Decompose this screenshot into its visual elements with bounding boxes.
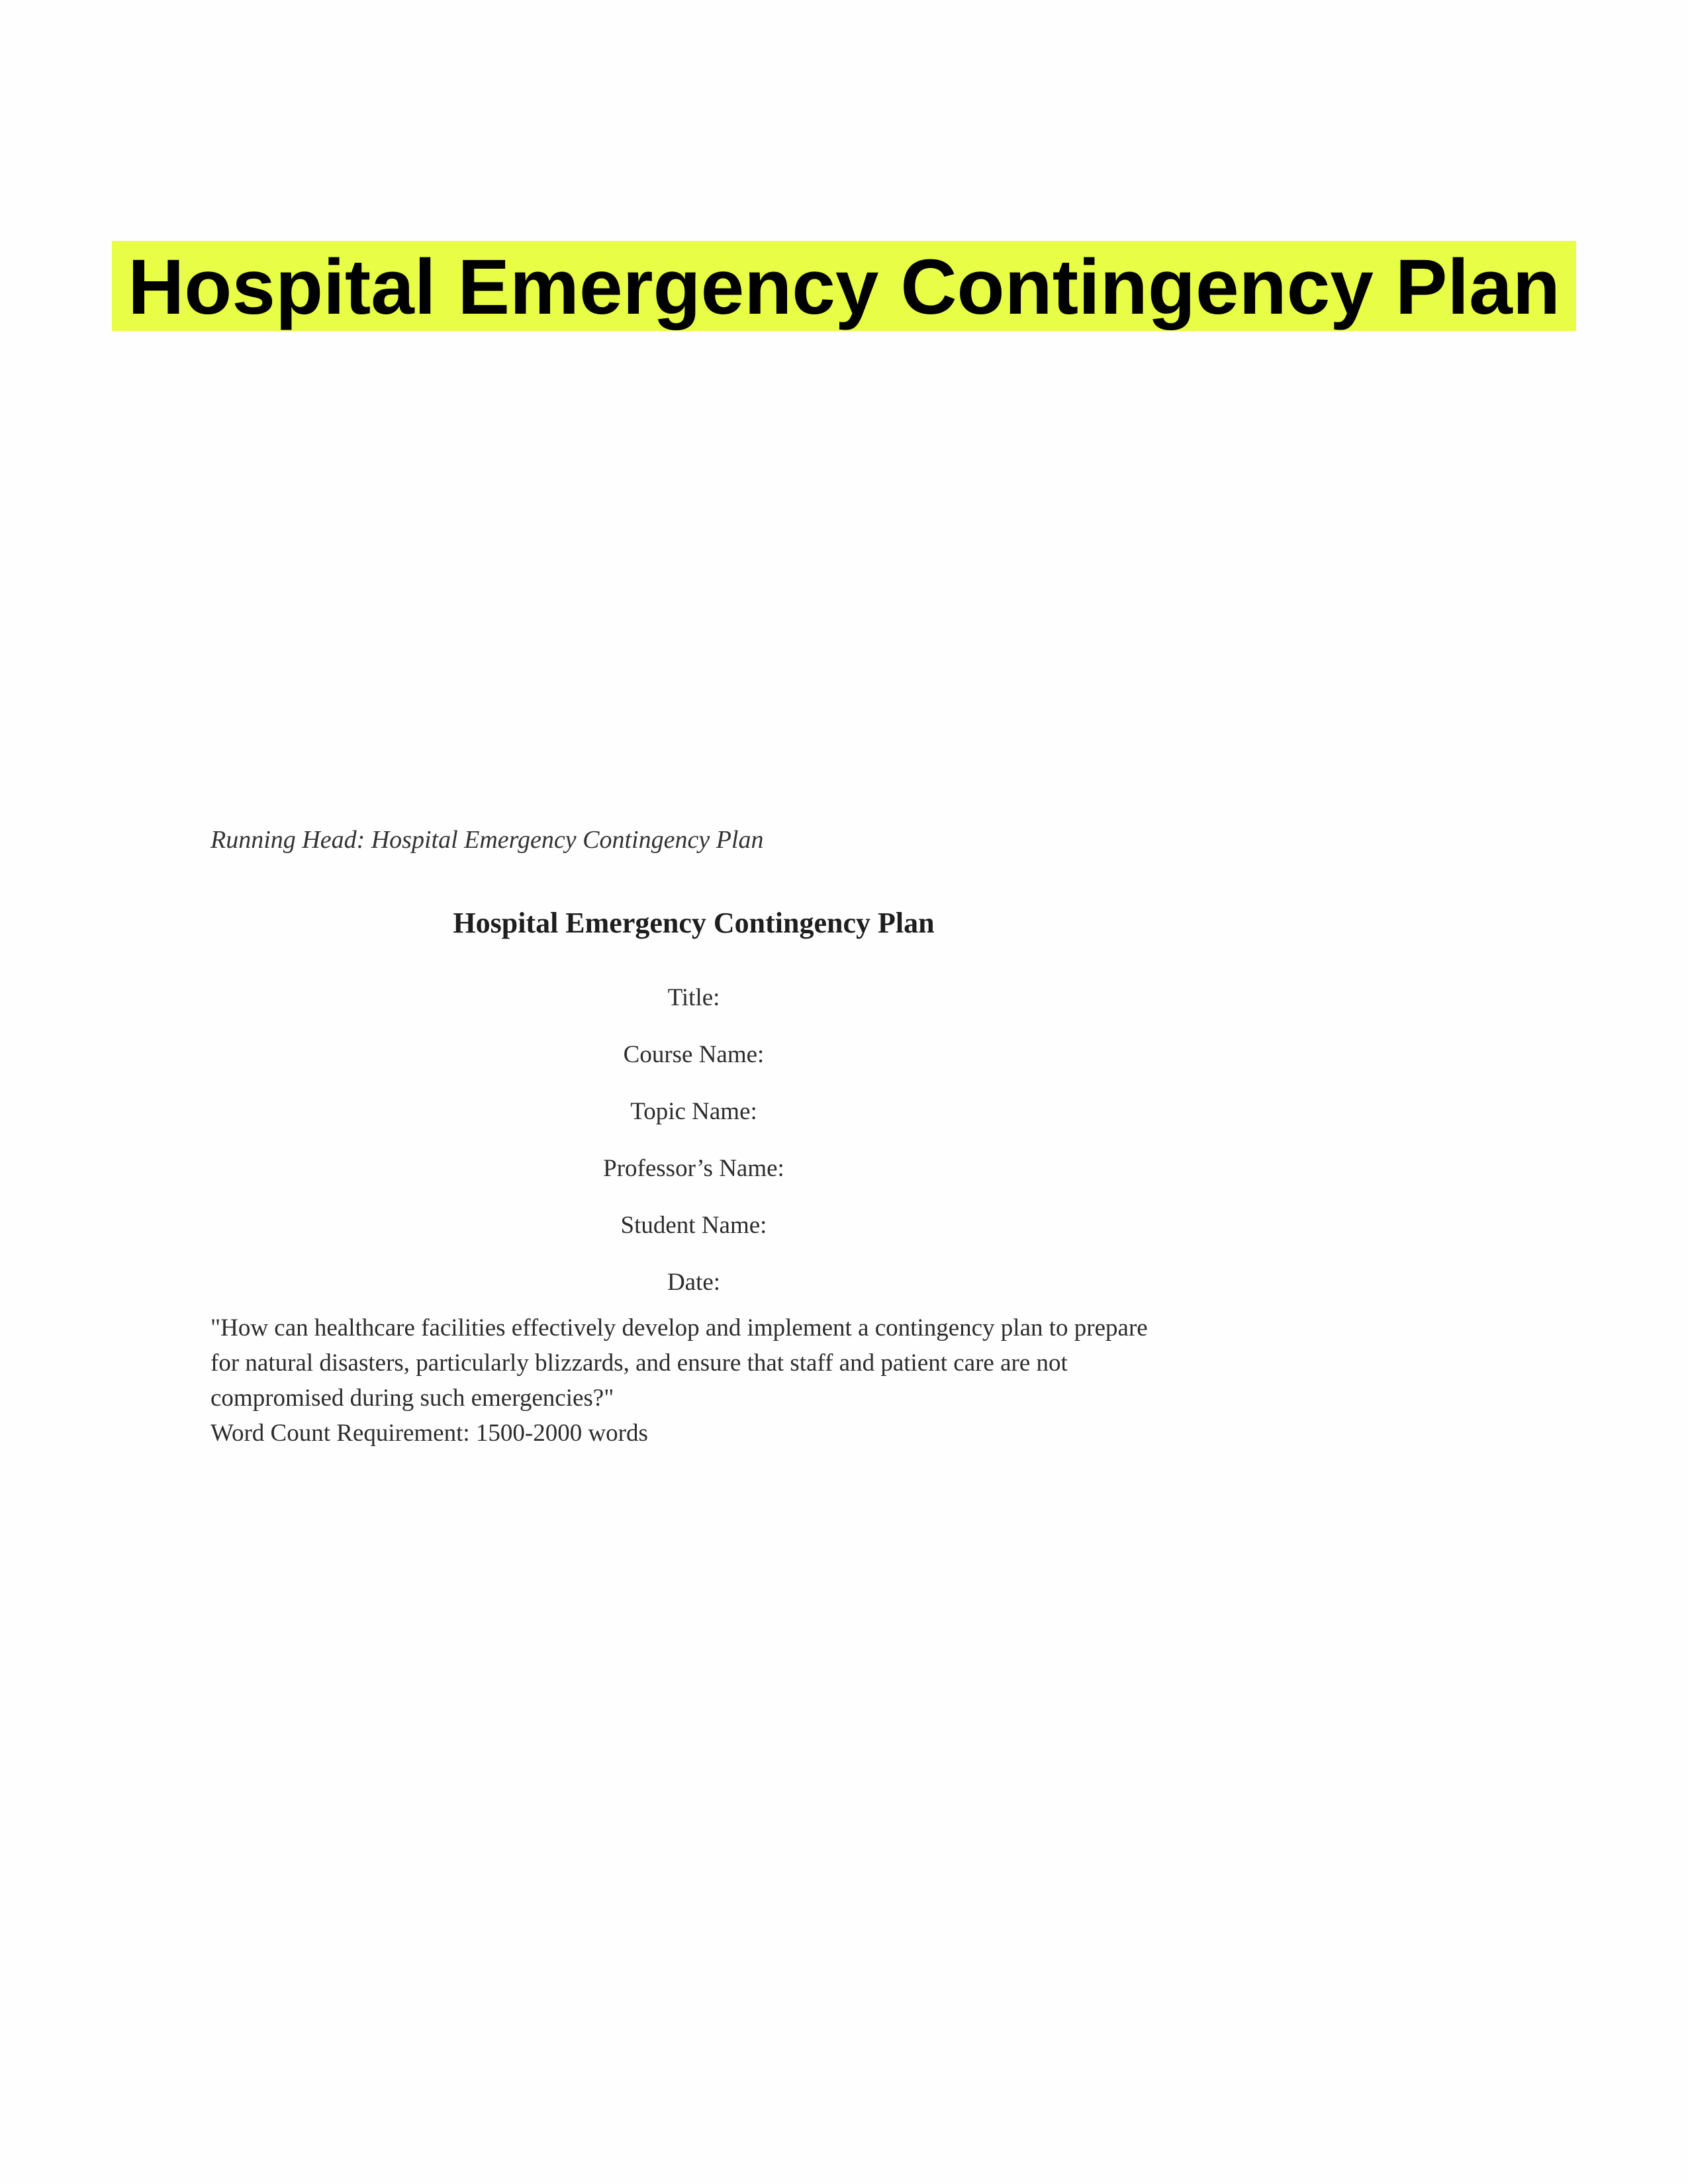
- running-head: Running Head: Hospital Emergency Contingency Plan: [211, 826, 764, 854]
- research-question-line: "How can healthcare facilities effectively develop and implement a contingency plan to prepare: [211, 1314, 1148, 1342]
- research-question: [211, 1310, 1243, 1451]
- field-professor-name: Professor’s Name:: [603, 1155, 784, 1182]
- field-course-name: Course Name:: [623, 1041, 765, 1068]
- field-date: Date:: [667, 1269, 721, 1296]
- cover-title: [99, 238, 1589, 336]
- word-count-requirement: Word Count Requirement: 1500-2000 words: [211, 1420, 648, 1447]
- title-page-fields: [211, 970, 1177, 1311]
- document-preview-image: [211, 824, 1303, 1473]
- research-question-line: for natural disasters, particularly blizzards, and ensure that staff and patient care are not: [211, 1349, 1068, 1377]
- research-question-line: compromised during such emergencies?": [211, 1385, 614, 1412]
- cover-title-highlight: Hospital Emergency Contingency Plan: [112, 241, 1576, 331]
- field-topic-name: Topic Name:: [630, 1098, 757, 1125]
- document-title: Hospital Emergency Contingency Plan: [453, 907, 935, 939]
- field-title: Title:: [667, 984, 720, 1011]
- field-student-name: Student Name:: [620, 1212, 767, 1239]
